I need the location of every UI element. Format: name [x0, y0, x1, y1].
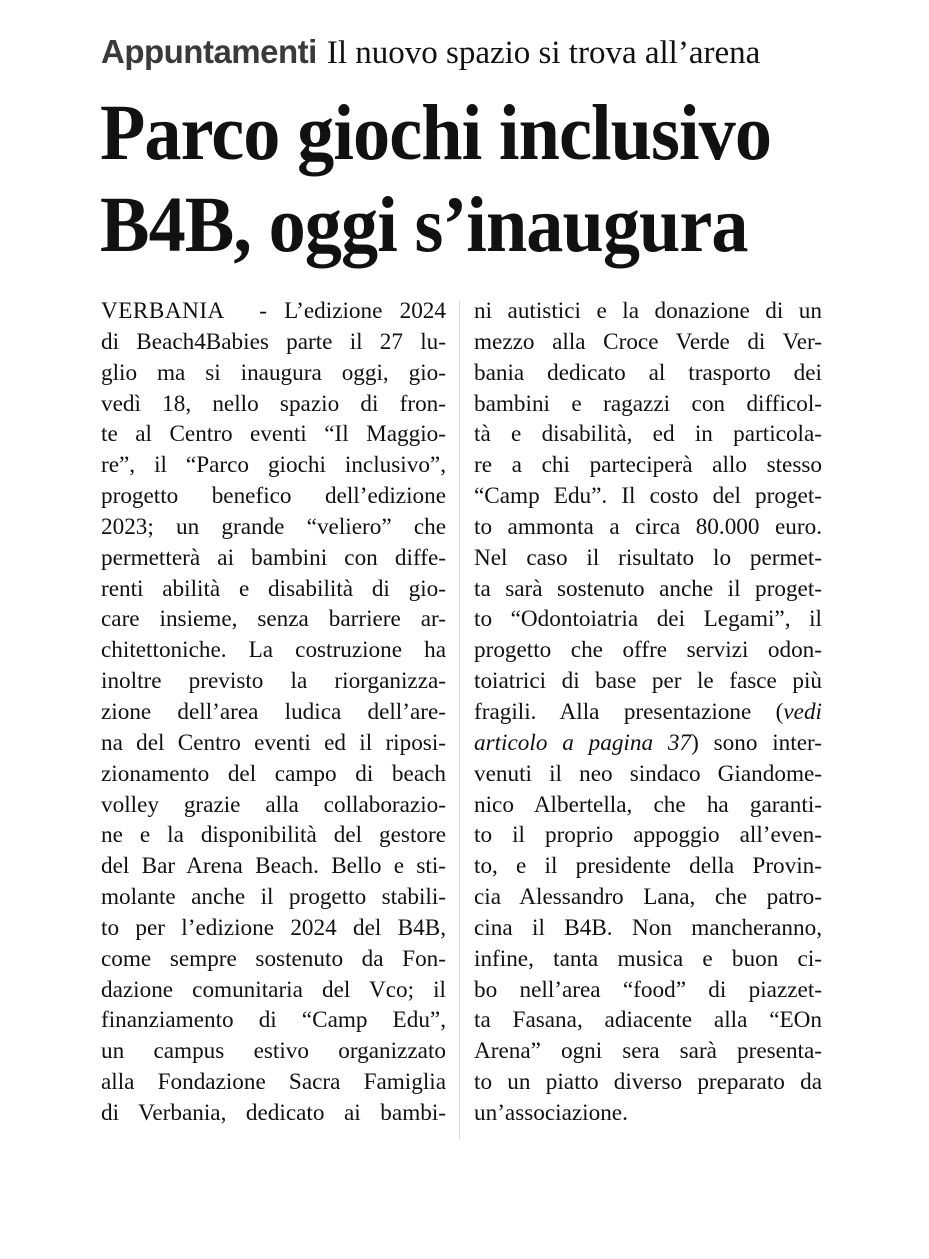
dateline: VERBANIA	[101, 298, 225, 324]
article-line: re a chi parteciperà allo stesso	[474, 452, 822, 479]
article-line: volley grazie alla collaborazio-	[101, 791, 446, 818]
article-line: un’associazione.	[474, 1099, 628, 1126]
article-line: venuti il neo sindaco Giandome-	[474, 760, 822, 787]
headline-line-1: Parco giochi inclusivo	[100, 90, 772, 177]
article-line: di Verbania, dedicato ai bambi-	[101, 1099, 446, 1126]
article-line	[101, 296, 446, 327]
article-line: to per l’edizione 2024 del B4B,	[101, 914, 446, 941]
article-line: permetterà ai bambini con diffe-	[101, 544, 446, 571]
article-line: renti abilità e disabilità di gio-	[101, 575, 446, 602]
article-line: zionamento del campo di beach	[101, 760, 446, 787]
headline-line-2: B4B, oggi s’inaugura	[100, 182, 748, 269]
page-reference-italic: articolo a pagina 37	[474, 729, 692, 756]
article-line: to il proprio appoggio all’even-	[474, 822, 822, 849]
page-reference-italic: vedi	[783, 698, 822, 725]
article-line: bo nell’area “food” di piazzet-	[474, 976, 822, 1003]
article-line: ta Fasana, adiacente alla “EOn	[474, 1007, 822, 1034]
article-line: vedì 18, nello spazio di fron-	[101, 390, 446, 417]
article-line: bambini e ragazzi con difficol-	[474, 390, 822, 417]
article-line: na del Centro eventi ed il riposi-	[101, 729, 446, 756]
article-line: alla Fondazione Sacra Famiglia	[101, 1069, 446, 1096]
article-line: re”, il “Parco giochi inclusivo”,	[101, 452, 446, 479]
article-line: to, e il presidente della Provin-	[474, 853, 822, 880]
article-line: to “Odontoiatria dei Legami”, il	[474, 606, 822, 633]
article-line: tà e disabilità, ed in particola-	[474, 421, 822, 448]
article-line: del Bar Arena Beach. Bello e sti-	[101, 853, 446, 880]
article-line: “Camp Edu”. Il costo del proget-	[474, 483, 822, 510]
article-line: Nel caso il risultato lo permet-	[474, 544, 822, 571]
headline	[100, 88, 796, 272]
article-line: come sempre sostenuto da Fon-	[101, 945, 446, 972]
article-line: infine, tanta musica e buon ci-	[474, 945, 822, 972]
article-line: inoltre previsto la riorganizza-	[101, 668, 446, 695]
article-line: to un piatto diverso preparato da	[474, 1069, 822, 1096]
column-divider	[459, 300, 460, 1140]
article-line: ne e la disponibilità del gestore	[101, 822, 446, 849]
article-line: dazione comunitaria del Vco; il	[101, 976, 446, 1003]
article-line: finanziamento di “Camp Edu”,	[101, 1007, 446, 1034]
article-line: nico Albertella, che ha garanti-	[474, 791, 822, 818]
article-line: toiatrici di base per le fasce più	[474, 668, 822, 695]
dateline-dash: - L’edizione 2024	[259, 298, 446, 324]
article-line: un campus estivo organizzato	[101, 1038, 446, 1065]
article-line: glio ma si inaugura oggi, gio-	[101, 359, 446, 386]
article-line: cia Alessandro Lana, che patro-	[474, 884, 822, 911]
article-line: to ammonta a circa 80.000 euro.	[474, 513, 822, 540]
kicker-subtitle: Il nuovo spazio si trova all’arena	[326, 35, 761, 71]
article-line: bania dedicato al trasporto dei	[474, 359, 822, 386]
article-line: Arena” ogni sera sarà presenta-	[474, 1038, 822, 1065]
article-line: progetto che offre servizi odon-	[474, 637, 822, 664]
article-line: 2023; un grande “veliero” che	[101, 513, 446, 540]
article-line: di Beach4Babies parte il 27 lu-	[101, 328, 446, 355]
article-line: ni autistici e la donazione di un	[474, 298, 822, 324]
article-column-right	[474, 296, 822, 1129]
section-category: Appuntamenti	[101, 33, 317, 70]
article-text: fragili. Alla presentazione (	[474, 698, 784, 725]
article-line: cina il B4B. Non mancheranno,	[474, 914, 822, 941]
article-line: te al Centro eventi “Il Maggio-	[101, 421, 446, 448]
article-line: molante anche il progetto stabili-	[101, 884, 446, 911]
article-line: chitettoniche. La costruzione ha	[101, 637, 446, 664]
kicker	[101, 33, 760, 72]
article-line	[474, 728, 822, 759]
article-line: ta sarà sostenuto anche il proget-	[474, 575, 822, 602]
article-line: mezzo alla Croce Verde di Ver-	[474, 328, 822, 355]
article-line: care insieme, senza barriere ar-	[101, 606, 446, 633]
article-line: progetto benefico dell’edizione	[101, 483, 446, 510]
article-text: ) sono inter-	[691, 729, 822, 756]
article-line: zione dell’area ludica dell’are-	[101, 698, 446, 725]
article-line	[474, 697, 822, 728]
article-column-left	[101, 296, 446, 1129]
